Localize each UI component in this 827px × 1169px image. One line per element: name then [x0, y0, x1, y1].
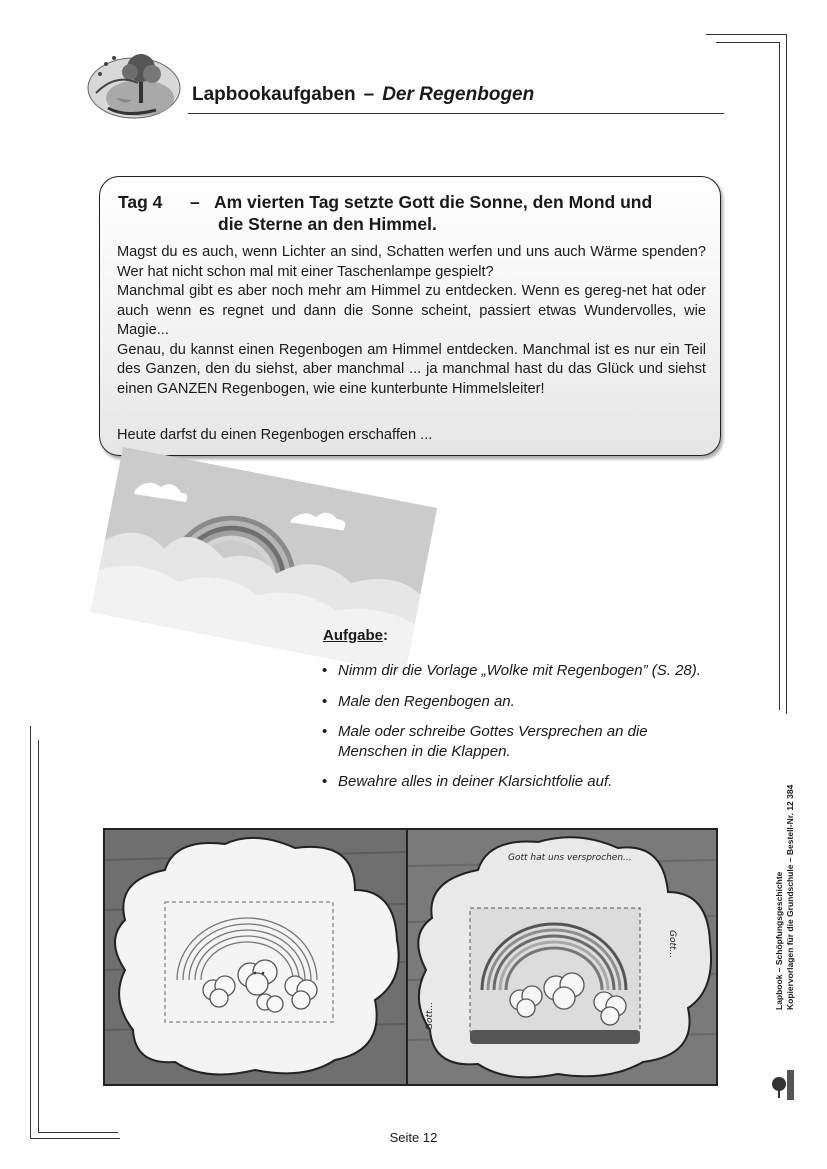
task-item: [322, 772, 762, 792]
task-item: [322, 661, 762, 681]
day-separator: –: [190, 192, 200, 212]
title-main: Lapbookaufgaben: [192, 84, 356, 105]
page-title: [192, 84, 534, 106]
story-box: [99, 176, 721, 456]
task-item-text: Male oder schreibe Gottes Versprechen an die Menschen in die Klappen.: [338, 723, 648, 760]
handwriting-right: Gott...: [667, 930, 677, 959]
task-item-text: Nimm dir die Vorlage „Wolke mit Regenbogen” (S. 28).: [338, 662, 701, 679]
header-rule: [188, 113, 724, 114]
task-item-text: Male den Regenbogen an.: [338, 692, 515, 710]
handwriting-left: Gott...: [425, 1001, 435, 1030]
photo-cloud-decorated: [406, 828, 718, 1086]
bullet: •: [322, 723, 328, 740]
task-heading: [323, 627, 388, 644]
bullet: •: [322, 773, 328, 790]
frame-line: [779, 42, 780, 710]
bullet: •: [322, 662, 328, 679]
title-subtitle: Der Regenbogen: [382, 84, 535, 105]
frame-line: [786, 34, 787, 714]
task-item: [322, 692, 762, 712]
title-separator: –: [363, 84, 375, 105]
frame-line: [706, 34, 786, 35]
day-label: Tag 4: [118, 192, 163, 212]
task-item-text: Bewahre alles in deiner Klarsichtfolie auf.: [338, 773, 613, 790]
side-line-1: Lapbook – Schöpfungsgeschichte: [774, 871, 784, 1010]
side-imprint: [774, 740, 796, 1010]
page-number: Seite 12: [389, 1130, 438, 1145]
photo-cloud-open: [103, 828, 408, 1086]
task-item: [322, 722, 708, 761]
heading-line-2: die Sterne an den Himmel.: [218, 214, 437, 234]
story-closing: Heute darfst du einen Regenbogen erschaffen ...: [117, 427, 433, 443]
frame-line: [716, 42, 779, 43]
task-heading-colon: :: [383, 627, 388, 644]
heading-line-1: Am vierten Tag setzte Gott die Sonne, den Mond und: [214, 192, 653, 212]
frame-line: [38, 740, 39, 1132]
bullet: •: [322, 692, 328, 710]
story-paragraph: Manchmal gibt es aber noch mehr am Himmel zu entdecken. Wenn es gereg-net hat oder auch wenn es regnet und dann die Sonne scheint, passiert etwas Wundervolles, wie Magie...: [117, 283, 706, 338]
story-paragraph: Magst du es auch, wenn Lichter an sind, Schatten werfen und uns auch Wärme spenden? Wer hat nicht schon mal mit einer Taschenlampe gespielt?: [117, 244, 706, 280]
day-heading: [118, 191, 718, 235]
task-list: [322, 661, 762, 803]
task-heading-label: Aufgabe: [323, 627, 383, 644]
lapbook-logo: [86, 48, 186, 120]
frame-line: [30, 726, 31, 1138]
story-paragraph: Genau, du kannst einen Regenbogen am Himmel entdecken. Manchmal ist es nur ein Teil des Ganzen, den du siehst, aber manchmal ... ja manchmal hast du das Glück und siehst einen GANZEN Regenbogen, wie eine kunterbunte Himmelsleiter!: [117, 341, 706, 397]
handwriting-top: Gott hat uns versprochen...: [508, 853, 632, 863]
side-line-2: Kopiervorlagen für die Grundschule – Bestell-Nr. 12 384: [785, 784, 795, 1010]
publisher-logo: [770, 1066, 796, 1100]
story-text: [117, 243, 706, 399]
